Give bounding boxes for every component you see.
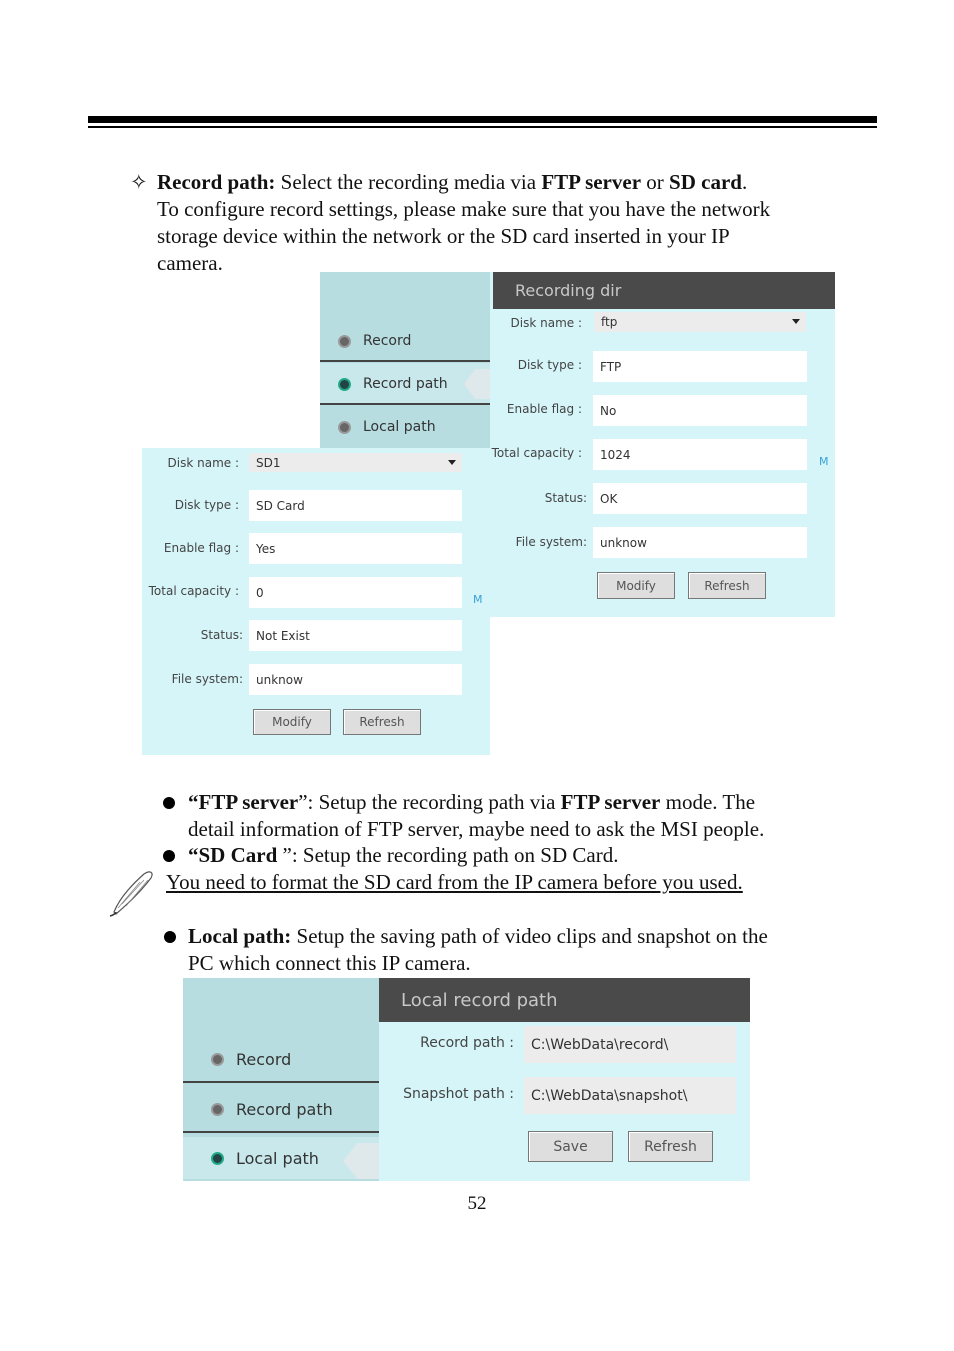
- ftp-recording-dir-panel: [490, 272, 835, 617]
- capacity-unit: M: [473, 593, 483, 606]
- radio-dot-icon: [211, 1053, 224, 1066]
- intro-title: Record path:: [157, 170, 276, 194]
- record-path-label: Record path :: [420, 1035, 514, 1051]
- nav-divider: [183, 1081, 379, 1083]
- file-system-label: File system:: [171, 672, 243, 686]
- capacity-unit: M: [819, 455, 829, 468]
- save-button[interactable]: Save: [528, 1131, 613, 1162]
- disk-name-select[interactable]: SD1: [249, 453, 462, 472]
- page-number: 52: [467, 1193, 487, 1214]
- nav-item-record-path[interactable]: Record path: [320, 363, 492, 405]
- nav-item-local-path[interactable]: Local path: [320, 406, 492, 448]
- radio-dot-icon: [211, 1103, 224, 1116]
- refresh-button[interactable]: Refresh: [688, 572, 766, 599]
- total-capacity-field[interactable]: 1024: [593, 439, 807, 470]
- chevron-down-icon: [448, 460, 456, 465]
- local-path-paragraph: Local path: Setup the saving path of video clips and snapshot on the PC which connect this IP camera.: [188, 924, 768, 975]
- enable-flag-field[interactable]: Yes: [249, 533, 462, 564]
- header-rule-thin: [88, 126, 877, 128]
- refresh-button[interactable]: Refresh: [343, 709, 421, 735]
- sd-card-paragraph: “SD Card ”: Setup the recording path on SD Card.: [188, 843, 619, 867]
- status-label: Status:: [200, 628, 243, 642]
- radio-dot-icon: [338, 335, 351, 348]
- disk-type-label: Disk type :: [174, 498, 239, 512]
- nav-item-record[interactable]: Record: [320, 320, 492, 362]
- total-capacity-label: Total capacity :: [491, 446, 582, 460]
- disk-type-field[interactable]: SD Card: [249, 490, 462, 521]
- enable-flag-field[interactable]: No: [593, 395, 807, 426]
- nav-divider: [183, 1131, 379, 1133]
- sd-format-note: You need to format the SD card from the IP camera before you used.: [166, 870, 743, 894]
- enable-flag-label: Enable flag :: [506, 402, 582, 416]
- radio-dot-icon: [338, 378, 351, 391]
- disk-name-label: Disk name :: [167, 456, 239, 470]
- snapshot-path-field[interactable]: C:\WebData\snapshot\: [524, 1077, 736, 1114]
- total-capacity-label: Total capacity :: [148, 584, 239, 598]
- modify-button[interactable]: Modify: [253, 709, 331, 735]
- status-label: Status:: [544, 491, 587, 505]
- selected-arrow-icon: [343, 1143, 379, 1179]
- intro-paragraph: Record path: Select the recording media via FTP server or SD card. To configure record settings, please make sure that you have the network storage device within the network or the SD card inserted in your IP camera.: [157, 170, 771, 275]
- chevron-down-icon: [792, 319, 800, 324]
- panel-header: Local record path: [379, 978, 750, 1022]
- pen-note-icon: [108, 868, 156, 923]
- ftp-server-paragraph: “FTP server”: Setup the recording path via FTP server mode. The detail information of FTP server, maybe need to ask the MSI people.: [188, 790, 765, 841]
- sd-card-panel: [142, 448, 490, 755]
- snapshot-path-label: Snapshot path :: [403, 1086, 514, 1102]
- disk-name-select[interactable]: ftp: [594, 312, 806, 332]
- record-path-field[interactable]: C:\WebData\record\: [524, 1026, 736, 1063]
- disk-type-field[interactable]: FTP: [593, 351, 807, 382]
- file-system-field[interactable]: unknow: [593, 527, 807, 558]
- radio-dot-icon: [338, 421, 351, 434]
- diamond-bullet-icon: ✧: [130, 170, 148, 194]
- radio-dot-icon: [211, 1152, 224, 1165]
- local-nav-panel: [183, 978, 379, 1181]
- refresh-button[interactable]: Refresh: [628, 1131, 713, 1162]
- bullet-dot-icon: [163, 850, 175, 862]
- bullet-dot-icon: [164, 931, 176, 943]
- panel-header: Recording dir: [493, 272, 835, 309]
- file-system-field[interactable]: unknow: [249, 664, 462, 695]
- selected-arrow-icon: [464, 369, 492, 399]
- enable-flag-label: Enable flag :: [163, 541, 239, 555]
- header-rule-thick: [88, 116, 877, 123]
- nav-item-record[interactable]: Record: [183, 1038, 379, 1080]
- total-capacity-field[interactable]: 0: [249, 577, 462, 608]
- modify-button[interactable]: Modify: [597, 572, 675, 599]
- bullet-dot-icon: [163, 797, 175, 809]
- local-record-path-panel: [379, 978, 750, 1181]
- record-nav-panel: [320, 272, 492, 448]
- nav-item-record-path[interactable]: Record path: [183, 1088, 379, 1130]
- nav-divider: [320, 403, 492, 405]
- disk-name-label: Disk name :: [510, 316, 582, 330]
- status-field[interactable]: OK: [593, 483, 807, 514]
- nav-divider: [320, 360, 492, 362]
- status-field[interactable]: Not Exist: [249, 620, 462, 651]
- file-system-label: File system:: [515, 535, 587, 549]
- disk-type-label: Disk type :: [517, 358, 582, 372]
- nav-item-local-path[interactable]: Local path: [183, 1137, 379, 1179]
